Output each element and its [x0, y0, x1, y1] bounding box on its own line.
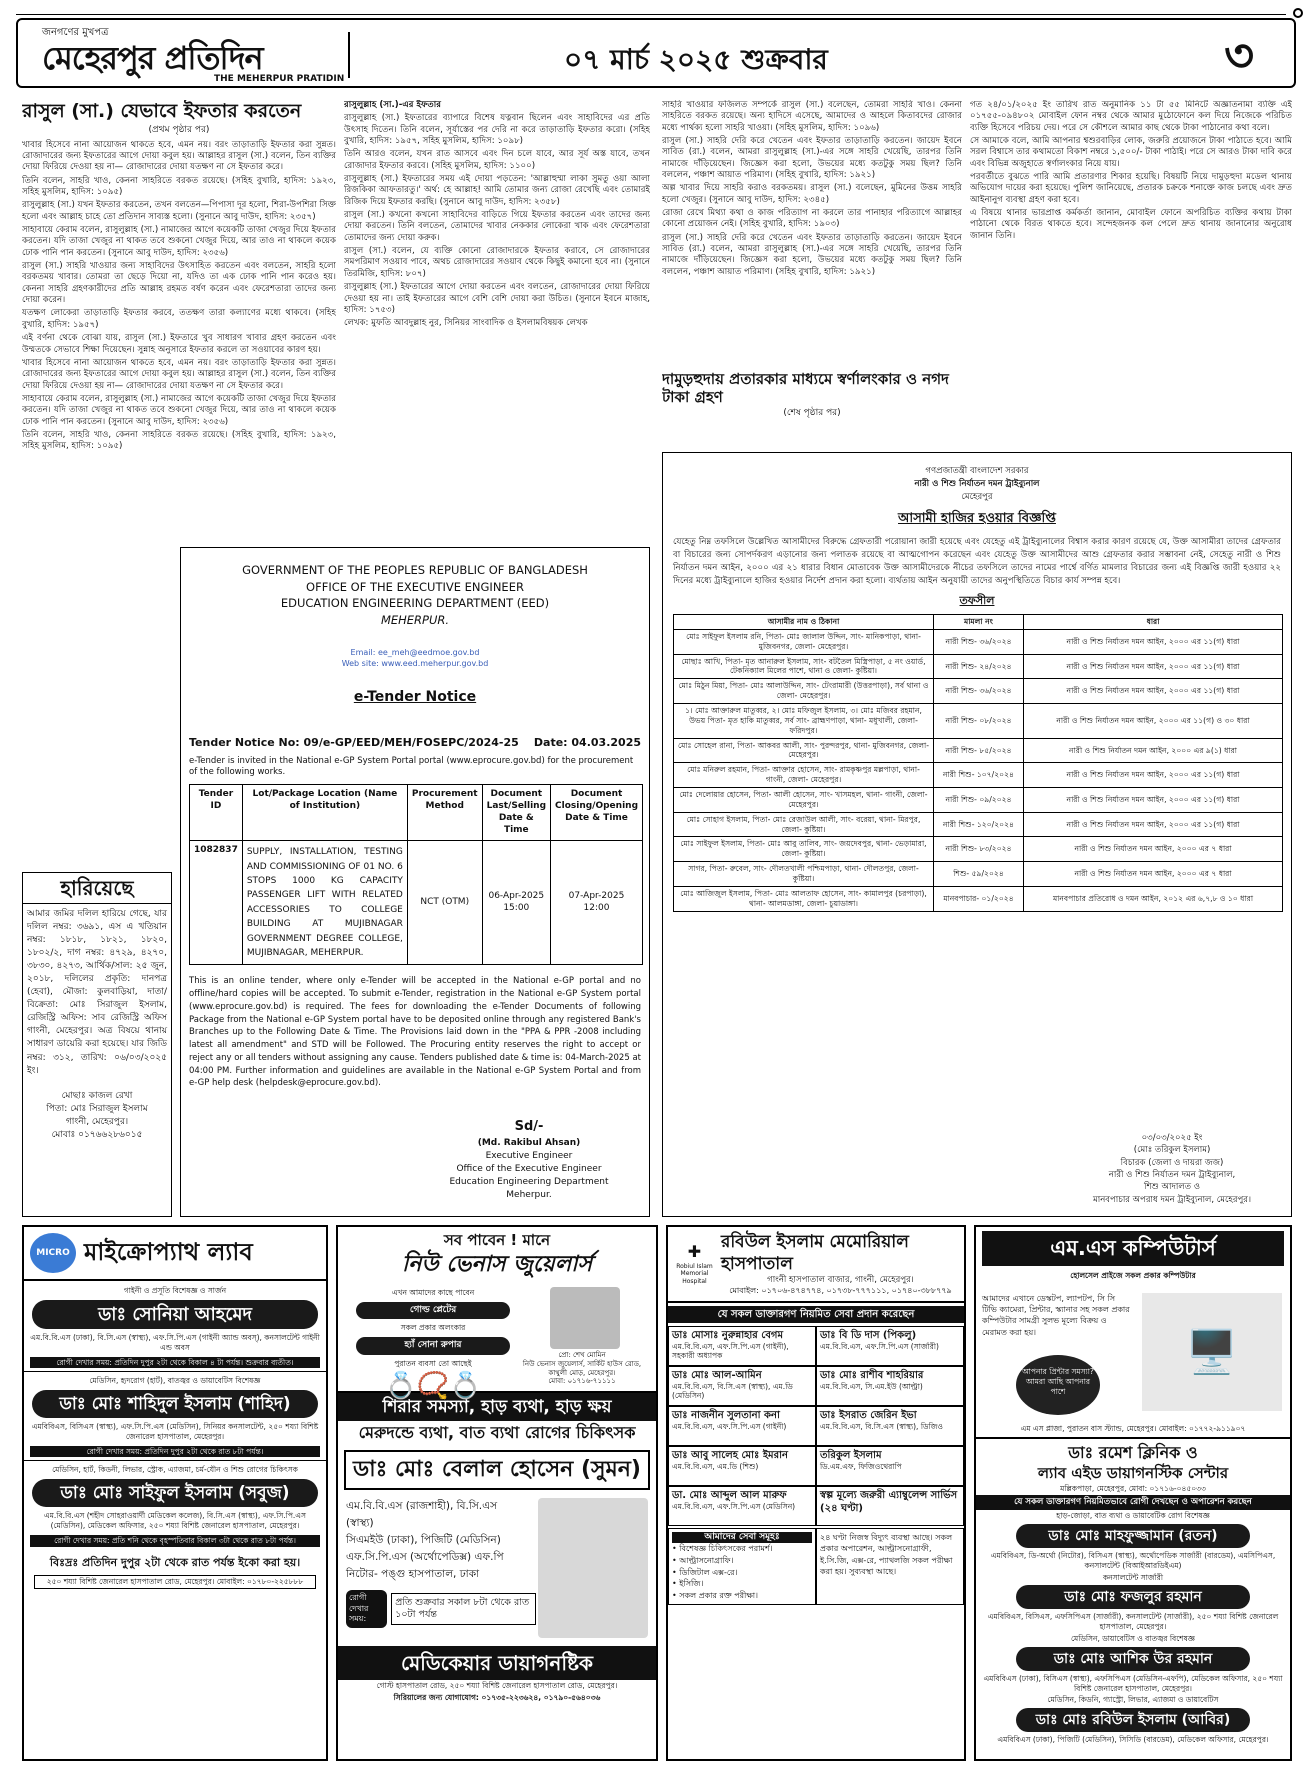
- table-row: [674, 837, 1283, 862]
- table-row: [674, 763, 1283, 788]
- court-cell-sec: নারী ও শিশু নির্যাতন দমন আইন, ২০০০ এর ৭ ধারা: [1024, 862, 1283, 887]
- signer-role: Executive Engineer: [485, 1150, 573, 1161]
- divider: [24, 1460, 326, 1461]
- computers-address: এম এস প্লাজা, পুরাতন বাস স্ট্যান্ড, মেহেরপুর। মোবাইল: ০১৭৭২-৯১১৯০৭: [1020, 1424, 1246, 1434]
- lost-title: হারিয়েছে: [23, 873, 171, 904]
- column-header: Procurement Method: [407, 785, 482, 841]
- court-cell-case: নারী শিশু- ৩৬/২০২৪: [934, 679, 1024, 704]
- hospital-note: ২৪ ঘণ্টা নিজস্ব বিদ্যুৎ ব্যবস্থা আছে। সকল প্রকার অপারেশন, আল্ট্রাসনোগ্রাফী, ই.সি.জি, এক্স-রে, প্যাথলজি সকল পরীক্ষা করা হয়। সুব্যবস্থা আছে।: [816, 1528, 964, 1606]
- paragraph: রাসুল (সা.) বলেন, যে ব্যক্তি কোনো রোজাদারকে ইফতার করাবে, সে রোজাদারের সমপরিমাণ সওয়াব পাবে, অথচ রোজাদারের সওয়াব থেকে কিছুই কমানো হবে না। (সুনানে তিরমিজি, হাদিস: ৮০৭): [344, 246, 650, 279]
- masthead-top-rule: [16, 14, 1286, 15]
- court-tribunal: নারী ও শিশু নির্যাতন দমন ট্রাইব্যুনাল: [914, 478, 1040, 489]
- service-item: • ইসিজি।: [672, 1579, 704, 1589]
- doctor-qualification: এম.বি.বি.এস, এফ.সি.পি.এস (গাইনী): [672, 1421, 787, 1431]
- table-row: [674, 679, 1283, 704]
- visiting-label: রোগী দেখার সময়:: [346, 1590, 387, 1627]
- doctor-photo: [538, 1498, 648, 1638]
- court-cell-sec: নারী ও শিশু নির্যাতন দমন আইন, ২০০০ এর ১১(গ) ধারা: [1024, 763, 1283, 788]
- doctor-qualification: এম.বি.বি.এস, এফ.সি.পি.এস (মেডিসিন): [672, 1501, 796, 1511]
- doctor-name: ডাঃ মোঃ মাহফুজ্জামান (রতন): [1016, 1524, 1250, 1548]
- tender-email: Email: ee_meh@eedmoe.gov.bd: [350, 647, 480, 657]
- tender-website: Web site: www.eed.meherpur.gov.bd: [341, 659, 489, 669]
- tender-place: MEHERPUR.: [380, 613, 450, 628]
- lost-name: মোছাঃ কাজল রেখা: [61, 1090, 133, 1101]
- computers-description: আমাদের এখানে ডেস্কটপ, ল্যাপটপ, সি সি টিভি ক্যামেরা, প্রিন্টার, স্ক্যানার সহ সকল প্রকার কম্পিউটার সামগ্রী সুলভ মূল্যে বিক্রয় ও মেরামত করা হয়।: [982, 1294, 1130, 1337]
- doctor-card: [816, 1326, 964, 1366]
- hospital-phone: মোবাইল: ০১৭০৬-৪৭৪৭৭৪, ০১৭৩৮-৭৭৭১১১, ০১৭৪০-৩৮৮৭৭৯: [729, 1286, 952, 1296]
- article-fraud-headline-block: [662, 370, 962, 450]
- computers-promo: আপনার প্রিন্টার সমস্যা? আমরা আছি আপনার পাশে: [1016, 1355, 1100, 1415]
- masthead-divider: [348, 32, 350, 78]
- paragraph: রাসুলুল্লাহ (সা.) যখন ইফতার করতেন, তখন বলতেন—পিপাসা দূর হলো, শিরা-উপশিরা সিক্ত হলো এবং আল্লাহ চাহে তো প্রতিদান সাব্যস্ত হলো। (সুনানে আবু দাউদ, হাদিস: ২৩৫৭): [22, 200, 336, 222]
- column-header: Document Closing/Opening Date & Time: [551, 785, 643, 841]
- subheading: রাসুলুল্লাহ (সা.)-এর ইফতার: [344, 100, 441, 110]
- offer-line: সকল প্রকার অলংকার: [400, 1323, 466, 1333]
- signer-office: Office of the Executive Engineer: [456, 1163, 602, 1174]
- offer-line: পুরাতন ব্যবসা তো আছেই: [394, 1358, 472, 1368]
- paragraph: খাবার হিসেবে নানা আয়োজন থাকতে হবে, এমন নয়। বরং তাড়াতাড়ি ইফতার করা সুন্নত। রোজাদারের জন্য ইফতারের আগে দোয়া কবুল হয়। আল্লাহর রাসুল (সা.) বলেন, তিন ব্যক্তির দোয়া ফিরিয়ে দেওয়া হয় না— রোজাদারের দোয়া যতক্ষণ না সে ইফতার করে।: [22, 357, 336, 391]
- paragraph: সাহাবায়ে কেরাম বলেন, রাসুলুল্লাহ (সা.) নামাজের আগে কয়েকটি তাজা খেজুর দিয়ে ইফতার করতেন। যদি তাজা খেজুর না থাকত তবে শুকনো খেজুর দিয়ে, আর তাও না থাকলে কয়েক ঢোক পানি পান করতেন। (সুনানে আবু দাউদ, হাদিস: ২৩৫৬): [22, 225, 336, 258]
- court-cell-case: শিশু- ৫৯/২০২৪: [934, 862, 1024, 887]
- court-gov: গণপ্রজাতন্ত্রী বাংলাদেশ সরকার: [925, 466, 1029, 476]
- article-fraud-title: দামুড়হুদায় প্রতারকার মাধ্যমে স্বর্ণালংকার ও নগদ টাকা গ্রহণ: [662, 370, 949, 406]
- paragraph: সাহাবায়ে কেরাম বলেন, রাসুলুল্লাহ (সা.) নামাজের আগে কয়েকটি তাজা খেজুর দিয়ে ইফতার করতেন। যদি তাজা খেজুর না থাকত তবে শুকনো খেজুর দিয়ে, আর তাও না থাকলে কয়েক ঢোক পানি পান করতেন। (সুনানে আবু দাউদ, হাদিস: ২৩৫৬): [22, 393, 336, 427]
- byline: লেখক: মুফতি আবদুল্লাহ নুর, সিনিয়র সাংবাদিক ও ইসলামবিষয়ক লেখক: [344, 318, 588, 329]
- paragraph: তিনি বলেন, সাহরি খাও, কেননা সাহরিতে বরকত রয়েছে। (সহিহ বুখারি, হাদিস: ১৯২৩, সহিহ মুসলিম, হাদিস: ১০৯৫): [22, 175, 336, 198]
- sign-org-2: শিশু আদালত ও: [1144, 1182, 1201, 1193]
- court-notice-title: আসামী হাজির হওয়ার বিজ্ঞপ্তি: [898, 511, 1056, 527]
- hospital-logo-icon: [672, 1242, 717, 1286]
- tender-dept: EDUCATION ENGINEERING DEPARTMENT (EED): [280, 596, 550, 611]
- doctor-name: ডাঃ মোসাঃ নুরুন্নাহার বেগম: [672, 1329, 784, 1341]
- jewellers-name: নিউ ভেনাস জুয়েলার্স: [401, 1251, 593, 1277]
- tender-close-date: 07-Apr-2025 12:00: [551, 841, 643, 965]
- column-header: Lot/Package Location (Name of Institution): [242, 785, 407, 841]
- doctor-card: [816, 1446, 964, 1486]
- paragraph: রাসুলুল্লাহ (সা.) ইফতারের সময় এই দোয়া পড়তেন: 'আল্লাহুম্মা লাকা সুমতু ওয়া আলা রিজকিকা আফতারতু।' অর্থ: হে আল্লাহ! আমি তোমার জন্য রোজা রেখেছি এবং তোমারই রিজিক দিয়ে ইফতার করছি। (সুনানে আবু দাউদ, হাদিস: ২৩৫৮): [344, 174, 650, 207]
- service-item: • আল্ট্রাসনোগ্রাফি।: [672, 1555, 734, 1565]
- banner-line-1: শিরার সমস্যা, হাড় ব্যথা, হাড় ক্ষয়: [338, 1393, 656, 1421]
- paragraph: পরবর্তীতে বুঝতে পারি আমি প্রতারণার শিকার হয়েছি। বিষয়টি নিয়ে দামুড়হুদা মডেল থানায় অভিযোগ দায়ের করা হয়েছে। পুলিশ জানিয়েছে, প্রতারক চক্রকে শনাক্তে কাজ চলছে এবং দ্রুত আইনানুগ ব্যবস্থা গ্রহণ করা হবে।: [970, 172, 1292, 205]
- page-number: ৩: [1224, 28, 1254, 82]
- court-cell-name: মোঃ দেলোয়ার হোসেন, পিতা- আলী হোসেন, সাং- খাসমহল, থানা- গাংনী, জেলা- মেহেরপুর।: [674, 788, 934, 813]
- signer-place: Meherpur.: [506, 1189, 552, 1200]
- clinic-name: ডাঃ রমেশ ক্লিনিক ও: [1068, 1443, 1198, 1462]
- column-header: Tender ID: [190, 785, 243, 841]
- doctor-name: ডাঃ ইসরাত জেরিন ইভা: [820, 1409, 917, 1421]
- owner-address: নিউ ভেনাস জুয়েলার্স, সার্কিট হাউস রোড, কাথুলী মোড়, মেহেরপুর।: [522, 1359, 642, 1377]
- doctor-name: ডাঃ মোঃ সাইফুল ইসলাম (সবুজ): [32, 1479, 318, 1507]
- doctor-qualification: ডি.এম.এফ, ফিজিওথেরাপি: [820, 1461, 902, 1471]
- doctor-qualification: এম.বি.বি.এস, এফ.সি.পি.এস (সার্জারী): [820, 1341, 939, 1351]
- clinic-heading: যে সকল ডাক্তারগণ নিয়মিতভাবে রোগী দেখছেন ও অপারেশন করছেন: [976, 1495, 1290, 1510]
- doctor-name: ডাঃ মোঃ আল-আমিন: [672, 1369, 762, 1381]
- court-cell-case: নারী শিশু- ৮৩/২০২৪: [934, 837, 1024, 862]
- tender-header: [181, 562, 649, 629]
- doctor-name: ডাঃ বি ডি দাস (পিকলু): [820, 1329, 917, 1341]
- doctor-card: [668, 1486, 816, 1526]
- visiting-hours: রোগী দেখার সময়: প্রতিদিন দুপুর ২টা থেকে রাত ৮টা পর্যন্ত।: [30, 1446, 320, 1458]
- jewellers-offers: [348, 1287, 518, 1403]
- doctor-name: ডাঃ মোঃ রবিউল ইসলাম (আবির): [1016, 1708, 1250, 1732]
- paragraph: রোজা রেখে মিথ্যা কথা ও কাজ পরিত্যাগ না করলে তার পানাহার পরিত্যাগে আল্লাহর কোনো প্রয়োজন নেই। (সহিহ বুখারি, হাদিস: ১৯০৩): [662, 208, 962, 230]
- article-iftar-title: রাসুল (সা.) যেভাবে ইফতার করতেন: [22, 100, 302, 122]
- offer-line: হ্যাঁ সোনা রুপার: [356, 1337, 510, 1355]
- column-header: মামলা নং: [934, 615, 1024, 630]
- diagnostic-phone: সিরিয়ালের জন্য যোগাযোগ: ০১৭৩৫-২২৩৬২৪, ০১৭৯০-৫৬৪০৩৬: [393, 1693, 601, 1703]
- tender-gov: GOVERNMENT OF THE PEOPLES REPUBLIC OF BANGLADESH: [242, 563, 588, 577]
- doctor-qualification: এম.বি.বি.এস (ঢাকা), বি.সি.এস (স্বাস্থ্য), এফ.সি.পি.এস (গাইনী অ্যান্ড অবস্), কনসালটেন্ট গাইনী এন্ড অবস: [30, 1333, 320, 1352]
- tender-table: [189, 784, 643, 965]
- court-cell-name: মোঃ সাইফুল ইসলাম রনি, পিতা- মোঃ জালাল উদ্দিন, সাং- মানিকপাড়া, থানা- মুজিবনগর, জেলা- মেহেরপুর।: [674, 629, 934, 654]
- signer-name: (Md. Rakibul Ahsan): [477, 1137, 581, 1148]
- visiting-hours: প্রতি শুক্রবার সকাল ৮টা থেকে রাত ১০টা পর্যন্ত: [391, 1593, 536, 1626]
- table-row: [674, 654, 1283, 679]
- doctor-card: [816, 1486, 964, 1526]
- court-notice: [662, 452, 1292, 1217]
- doctor-details: [338, 1494, 656, 1644]
- paragraph: রাসুলুল্লাহ (সা.) ইফতারের আগে দোয়া করতেন এবং বলতেন, রোজাদারের দোয়া ফিরিয়ে দেওয়া হয় না। তাই ইফতারের আগে বেশি বেশি দোয়া করা উচিত। (সুনানে ইবনে মাজাহ, হাদিস: ১৭৫৩): [344, 282, 650, 315]
- table-row: [674, 738, 1283, 763]
- owner-name: প্রো: শেখ মোমিন: [558, 1351, 606, 1359]
- paragraph: রাসুল (সা.) সাহরি খাওয়ার জন্য সাহাবিদের উৎসাহিত করতেন এবং বলতেন, সাহরি হলো বরকতময় খাবার। তোমরা তা ছেড়ে দিয়ো না, যদিও তা এক ঢোক পানি পান করেও হয়। কেননা সাহরি গ্রহণকারীদের প্রতি আল্লাহ রহমত বর্ষণ করেন এবং ফেরেশতারা তাদের জন্য দোয়া করেন।: [22, 261, 336, 306]
- logo-mark-icon: ✚: [687, 1241, 702, 1261]
- paragraph: অল্প খাবার দিয়ে সাহরি করাও বরকতময়। রাসুল (সা.) বলেছেন, মুমিনের উত্তম সাহরি হলো খেজুর। (সুনানে আবু দাউদ, হাদিস: ২৩৪৫): [662, 183, 962, 205]
- specialty: মেডিসিন, হার্ট, কিডনী, লিভার, স্ট্রোক, এ্যাজমা, চর্ম-যৌন ও শিশু রোগের চিকিৎসক: [52, 1465, 298, 1475]
- jewellery-icon: 💍📿💍: [384, 1370, 482, 1401]
- court-cell-case: নারী শিশু- ০৯/২০২৪: [934, 788, 1024, 813]
- court-header: [663, 465, 1291, 503]
- specialty: মেডিসিন, কিডনি, গ্যাস্ট্রো, লিভার, এ্যাজমা ও ডায়াবেটিস: [1047, 1695, 1219, 1705]
- divider: [24, 1371, 326, 1372]
- court-cell-case: নারী শিশু- ১০৭/২০২৪: [934, 763, 1024, 788]
- table-row: [674, 862, 1283, 887]
- doctor-name: তরিকুল ইসলাম: [820, 1449, 882, 1461]
- court-place: মেহেরপুর: [961, 491, 993, 502]
- visiting-hours: রোগী দেখার সময়: প্রতি শনি থেকে বৃহস্পতিবার বিকাল ৩টা থেকে রাত ৮টা পর্যন্ত।: [30, 1535, 320, 1547]
- court-cell-case: নারী শিশু- ০৮/২০২৪: [934, 704, 1024, 739]
- qualification: এম.বি.বি.এস (রাজশাহী), বি.সি.এস (স্বাস্থ্য): [346, 1500, 498, 1530]
- doctor-qualification: এম.বি.বি.এস, বি.সি.এস (স্বাস্থ্য), এম.ডি (মেডিসিন): [672, 1381, 793, 1401]
- doctor-card: [668, 1326, 816, 1366]
- hospital-address: গাংনী হাসপাতাল বাজার, গাংনী, মেহেরপুর।: [767, 1275, 914, 1286]
- court-cell-sec: নারী ও শিশু নির্যাতন দমন আইন, ২০০০ এর ১১(গ) ধারা: [1024, 679, 1283, 704]
- doctor-qualification: এমবিবিএস, বিসিএস, এফসিপিএস (সার্জারী), কনসালটেন্ট (সার্জারী), ২৫০ শয্যা বিশিষ্ট জেনারেল হাসপাতাল, মেহেরপুর।: [987, 1612, 1279, 1632]
- computers-name: এম.এস কম্পিউটার্স: [982, 1231, 1284, 1266]
- lost-body: [23, 904, 171, 1146]
- court-cell-sec: নারী ও শিশু নির্যাতন দমন আইন, ২০০০ এর ৯(১) ধারা: [1024, 738, 1283, 763]
- service-item: • ডিজিটাল এক্স-রে।: [672, 1567, 738, 1577]
- table-header-row: [674, 615, 1283, 630]
- doctor-card: [668, 1406, 816, 1446]
- sign-org: নারী ও শিশু নির্যাতন দমন ট্রাইব্যুনাল,: [1108, 1170, 1236, 1181]
- tender-body: This is an online tender, where only e-Tender will be accepted in the National e-GP portal and no offline/hard copies will be accepted. To submit e-Tender, registration in the National e-GP System portal (www.eprocure.gov.bd) is required. The fees for downloading the e-Tender Documents of following Package from the National e-GP System portal have to be deposited online through any registered Bank's Branches up to the Following Date & Time. The Provisions laid down in the "PPA & PPR -2008 including latest all amendment" and STD will be Followed. The Procuring entity reserves the right to accept or reject any or all tenders without assigning any cause. Tenders published date & time is: 04-March-2025 at 04:00 PM. Further information and guidelines are available in the National e-GP System Portal and from e-GP help desk (helpdesk@eprocure.gov.bd).: [189, 976, 641, 1089]
- lost-phone: মোবাঃ ০১৭৬৬২৮৬০১৫: [51, 1129, 143, 1140]
- owner-phone: মোবা: ০১৭১৬-৭১১১১: [548, 1377, 616, 1386]
- doctor-qualification: এম.বি.বি.এস (শহীদ সোহরাওয়ার্দী মেডিকেল কলেজ), বি.সি.এস (স্বাস্থ্য), এফ.সি.পি.এস (মেডিসিন), মেডিকেল অফিসার, ২৫০ শয্যা বিশিষ্ট জেনারেল হাসপাতাল, মেহেরপুর।: [44, 1511, 306, 1531]
- computers-ad: [976, 1231, 1290, 1439]
- computers-subtitle: হোলসেল প্রাইজে সকল প্রকার কম্পিউটার: [1070, 1271, 1196, 1281]
- visiting-hours: রোগী দেখার সময়: প্রতিদিন দুপুর ২টা থেকে বিকাল ৪ টা পর্যন্ত। শুক্রবার ব্যতীত।: [30, 1357, 320, 1369]
- owner-info: [514, 1351, 650, 1386]
- jewellers-ad: [338, 1231, 656, 1401]
- doctor-qualification: এম.বি.বি.এস, এম.ডি (শিশু): [672, 1461, 759, 1471]
- court-cell-case: মানবপাচার- ০১/২০২৪: [934, 886, 1024, 911]
- specialty: মেডিসিন, ডায়াবেটিস ও বাতজ্বর বিশেষজ্ঞ: [1071, 1633, 1195, 1643]
- doctor-name: ডাঃ মোঃ ফজলুর রহমান: [1016, 1585, 1250, 1609]
- ad-footnote: বিঃদ্রঃ প্রতিদিন দুপুর ২টা থেকে রাত পর্যন্ত ইকো করা হয়।: [49, 1555, 301, 1569]
- table-row: [674, 704, 1283, 739]
- tender-invite: e-Tender is invited in the National e-GP System Portal portal (www.eprocure.gov.bd) for the procurement of the following works.: [189, 756, 634, 778]
- court-cell-case: নারী শিশু- ১২০/২০২৪: [934, 812, 1024, 837]
- specialty: মেডিসিন, হৃদরোগ (হার্ট), বাতজ্বর ও ডায়াবেটিস বিশেষজ্ঞ: [89, 1376, 261, 1386]
- diagnostic-center-name: মেডিকেয়ার ডায়াগনষ্টিক: [338, 1646, 656, 1680]
- court-schedule-heading: তফসীল: [959, 593, 995, 607]
- doctor-qualifications: [346, 1498, 526, 1582]
- tender-contact: [181, 647, 649, 670]
- computer-products-icon: 🖥️: [1142, 1293, 1282, 1411]
- paragraph: গত ২৪/০১/২০২৫ ইং তারিখ রাত অনুমানিক ১১ টা ৫৫ মিনিটে অজ্ঞাতনামা ব্যক্তি এই ০১৭৫৫-০৯৪৮০২ মোবাইল ফোন নম্বর থেকে আমার মুঠোফোনে কল দিয়ে নিজেকে পরিচিত ব্যক্তি হিসেবে পরিচয় দেয়। পরে সে কৌশলে আমার কাছ থেকে টাকা পাঠানোর কথা বলে।: [970, 100, 1292, 133]
- hospital-services: [668, 1528, 964, 1606]
- services-items: [672, 1543, 812, 1601]
- lost-contact: [27, 1090, 167, 1142]
- paragraph: যতক্ষণ লোকেরা তাড়াতাড়ি ইফতার করবে, ততক্ষণ তারা কল্যাণের মধ্যে থাকবে। (সহিহ বুখারি, হাদিস: ১৯৫৭): [22, 308, 336, 330]
- tender-method: NCT (OTM): [407, 841, 482, 965]
- jewellers-tagline: সব পাবেন ! মানে: [443, 1231, 551, 1249]
- paragraph: এই বর্ণনা থেকে বোঝা যায়, রাসুল (সা.) ইফতারে খুব সাধারণ খাবার গ্রহণ করতেন এবং উম্মতকে সেভাবে শিক্ষা দিয়েছেন। সুন্নাহ অনুসারে ইফতার করলে তা সওয়াবের কারণ হয়।: [22, 333, 336, 355]
- paragraph: রাসুল (সা.) সাহরি দেরি করে খেতেন এবং ইফতার তাড়াতাড়ি করতেন। জায়েদ ইবনে সাবিত (রা.) বলেন, আমরা রাসুলুল্লাহ (সা.)-এর সঙ্গে সাহরি খেয়েছি, তারপর তিনি নামাজে দাঁড়িয়েছেন। জিজ্ঞেস করা হলো, উভয়ের মধ্যে কতটুকু সময় ছিল? তিনি বললেন, পঞ্চাশ আয়াত পরিমাণ। (সহিহ বুখারি, হাদিস: ১৯২১): [662, 232, 962, 277]
- lost-father: পিতা: মোঃ সিরাজুল ইসলাম: [46, 1103, 148, 1114]
- court-cell-name: মোঃ আজিজুল ইসলাম, পিতা- মোঃ আলতাফ হোসেন, সাং- কামালপুর (চরপাড়া), থানা- আলমডাঙ্গা, জেলা- চুয়াডাঙ্গা।: [674, 886, 934, 911]
- tender-description: SUPPLY, INSTALLATION, TESTING AND COMMISSIONING OF 01 NO. 6 STOPS 1000 KG CAPACITY PASSENGER LIFT WITH RELATED ACCESSORIES TO COLLEGE BUILDING AT MUJIBNAGAR GOVERNMENT DEGREE COLLEGE, MUJIBNAGAR, MEHERPUR.: [242, 841, 407, 965]
- newspaper-title: মেহেরপুর প্রতিদিন: [42, 39, 263, 77]
- advert-robiul-islam-hospital: [666, 1225, 966, 1761]
- advert-ms-computers-and-clinic: [974, 1225, 1292, 1761]
- lost-document-notice: [22, 872, 172, 1217]
- offer-line: এখন আমাদের কাছে পাবেন: [391, 1288, 475, 1297]
- doctor-name: ডা. মোঃ আব্দুল আল মারুফ: [672, 1489, 787, 1501]
- doctor-name: ডাঃ মোঃ রাশীব শাহরিয়ার: [820, 1369, 924, 1381]
- doctor-qualification: এম.বি.বি.এস, এফ.সি.পি.এস (গাইনী), সহকারী অধ্যাপক: [672, 1341, 789, 1361]
- signature-mark: Sd/-: [514, 1118, 544, 1134]
- lost-address: গাংনী, মেহেরপুর।: [65, 1116, 129, 1127]
- court-cell-name: মোঃ মনিরুল রহমান, পিতা- আক্তার হোসেন, সাং- রামকৃষ্ণপুর মল্লপাড়া, থানা- গাংনী, জেলা- মেহেরপুর।: [674, 763, 934, 788]
- paragraph: রাসুল (সা.) সাহরি দেরি করে খেতেন এবং ইফতার তাড়াতাড়ি করতেন। জায়েদ ইবনে সাবিত (রা.) বলেন, আমরা রাসুলুল্লাহ (সা.)-এর সঙ্গে সাহরি খেয়েছি, তারপর তিনি নামাজে দাঁড়িয়েছেন। জিজ্ঞেস করা হলো, উভয়ের মধ্যে কতটুকু সময় ছিল? তিনি বললেন, পঞ্চাশ আয়াত পরিমাণ। (সহিহ বুখারি, হাদিস: ১৯২১): [662, 136, 962, 181]
- newspaper-title-english: THE MEHERPUR PRATIDIN: [214, 74, 345, 84]
- hospital-header: [668, 1227, 964, 1303]
- court-cell-sec: নারী ও শিশু নির্যাতন দমন আইন, ২০০০ এর ১১(গ) ধারা: [1024, 788, 1283, 813]
- court-cell-sec: নারী ও শিশু নির্যাতন দমন আইন, ২০০০ এর ৭ ধারা: [1024, 837, 1283, 862]
- paragraph: রাসুল (সা.) কখনো কখনো সাহাবিদের বাড়িতে গিয়ে ইফতার করতেন এবং তাদের জন্য দোয়া করতেন। তিনি বলতেন, তোমাদের খাবার নেককার লোকেরা খাক এবং ফেরেশতারা তোমাদের জন্য দোয়া করুক।: [344, 210, 650, 243]
- article-iftar-continued: (প্রথম পৃষ্ঠার পর): [148, 124, 210, 135]
- tender-office: OFFICE OF THE EXECUTIVE ENGINEER: [306, 579, 524, 594]
- issue-date: ০৭ মার্চ ২০২৫ শুক্রবার: [564, 43, 828, 76]
- offer-line: গোল্ড প্লেটের: [356, 1302, 510, 1320]
- tender-signature: [439, 1118, 619, 1202]
- article-fraud-column: [970, 100, 1292, 445]
- paragraph: খাবার হিসেবে নানা আয়োজন থাকতে হবে, এমন নয়। বরং তাড়াতাড়ি ইফতার করা সুন্নত। রোজাদারের জন্য ইফতারের আগে দোয়া কবুল হয়। আল্লাহর রাসুল (সা.) বলেন, তিন ব্যক্তির দোয়া ফিরিয়ে দেওয়া হয় না— রোজাদারের দোয়া যতক্ষণ না সে ইফতার করে।: [22, 139, 336, 173]
- doctor-card: [668, 1366, 816, 1406]
- article-fraud-continued: (শেষ পৃষ্ঠার পর): [783, 408, 841, 418]
- ad-address: ২৫০ শয্যা বিশিষ্ট জেনারেল হাসপাতাল রোড, মেহেরপুর। মোবাইল: ০১৭৮০-২২৫৮৮৮: [34, 1575, 316, 1589]
- paragraph: তিনি আরও বলেন, যখন রাত আসবে এবং দিন চলে যাবে, আর সূর্য অস্ত যাবে, তখন রোজাদার ইফতার করবে। (সহিহ মুসলিম, হাদিস: ১১০০): [344, 149, 650, 171]
- table-row: [190, 841, 643, 965]
- table-row: [674, 629, 1283, 654]
- column-header: আসামীর নাম ও ঠিকানা: [674, 615, 934, 630]
- doctor-qualification: এমবিবিএস, বিসিএস (স্বাস্থ্য), এফ.সি.পি.এস (মেডিসিন), সিনিয়র কনসালটেন্ট, ২৫০ শয্যা বিশিষ্ট জেনারেল হাসপাতাল, মেহেরপুর।: [31, 1422, 319, 1441]
- court-cell-name: সাগর, পিতা- রুবেল, সাং- দৌলতখালী পশ্চিমপাড়া, থানা- দৌলতপুর, জেলা- কুষ্টিয়া।: [674, 862, 934, 887]
- paragraph: রাসুলুল্লাহ (সা.) ইফতারের ব্যাপারে বিশেষ যত্নবান ছিলেন এবং সাহাবিদের এর প্রতি উৎসাহ দিতেন। তিনি বলেন, সূর্যাস্তের পর দেরি না করে তাড়াতাড়ি ইফতার করো। (সহিহ বুখারি, হাদিস: ১৯৫৭, সহিহ মুসলিম, হাদিস: ১০৯৮): [344, 113, 650, 147]
- doctor-qualification: এম.বি.বি.এস, বি.সি.এস (স্বাস্থ্য), ডিজিও: [820, 1421, 943, 1431]
- lab-logo-icon: MICRO PATH: [30, 1233, 76, 1273]
- court-cell-case: নারী শিশু- ৩৬/২০২৪: [934, 629, 1024, 654]
- court-cell-name: মোঃ সোহেল রানা, পিতা- আকবর আলী, সাং- পুরন্দরপুর, থানা- মুজিবনগর, জেলা- মেহেরপুর।: [674, 738, 934, 763]
- lost-description: আমার জমির দলিল হারিয়ে গেছে, যার দলিল নম্বর: ৩৬৯১, এস এ খতিয়ান নম্বর: ১৮১৮, ১৮২১, ১৮২০, ১৮০২/২, দাগ নম্বর: ৪৭২৯, ৪২৭০, ৩৮৩০, ৪২৭৩, আর্থিক/সাল: ২৫ জুন, ২০১৮, দলিলের প্রকৃতি: দানপত্র (হেবা), মৌজা: কুলবাড়িয়া, দাতা/বিক্রেতা: মোঃ সিরাজুল ইসলাম, রেজিস্ট্রি অফিস: সাব রেজিস্ট্রি অফিস গাংনী, মেহেরপুর। অত্র বিষয়ে থানায় সাধারণ ডায়েরি করা হয়েছে। যার জিডি নম্বর: ৩১২, তারিখ: ০৬/০৩/২০২৫ ইং।: [27, 909, 167, 1076]
- tender-notice-number: Tender Notice No: 09/e-GP/EED/MEH/FOSEPC/2024-25: [189, 736, 519, 750]
- hospital-title-block: [721, 1231, 960, 1297]
- column-header: Document Last/Selling Date & Time: [482, 785, 550, 841]
- doctor-card: [816, 1366, 964, 1406]
- doctor-card: [816, 1406, 964, 1446]
- doctor-qualification: এমবিবিএস (ঢাকা), পিজিটি (মেডিসিন), সিসিডি (বারডেম), মেডিকেল অফিসার, মেহেরপুর।: [997, 1735, 1269, 1745]
- court-cell-name: মোঃ সোহাগ ইসলাম, পিতা- মোঃ রেজাউল আলী, সাং- বরেয়া, থানা- মিরপুর, জেলা- কুষ্টিয়া।: [674, 812, 934, 837]
- sign-date: ০৩/০৩/২০২৫ ইং: [1141, 1133, 1203, 1144]
- doctor-name: ডাঃ মোঃ শাহিদুল ইসলাম (শাহিদ): [32, 1390, 318, 1418]
- court-cell-case: নারী শিশু- ৮৫/২০২৪: [934, 738, 1024, 763]
- specialty: গাইনী ও প্রসূতি বিশেষজ্ঞ ও সার্জন: [123, 1286, 227, 1295]
- paragraph: সাহরি খাওয়ার ফজিলত সম্পর্কে রাসুল (সা.) বলেছেন, তোমরা সাহরি খাও। কেননা সাহরিতে বরকত রয়েছে। অন্য হাদিসে এসেছে, আমাদের ও আহলে কিতাবদের রোজার মধ্যে পার্থক্য হলো সাহরি খাওয়া। (সহিহ মুসলিম, হাদিস: ১০৯৬): [662, 100, 962, 133]
- court-cell-sec: নারী ও শিশু নির্যাতন দমন আইন, ২০০০ এর ১১(গ) ধারা: [1024, 654, 1283, 679]
- doctor-name: ডাঃ মোঃ আশিক উর রহমান: [1016, 1647, 1250, 1671]
- court-cell-name: মোঃ সাইফুল ইসলাম, পিতা- মোঃ আবু তালিব, সাং- জয়দেবপুর, থানা- ভেড়ামারা, জেলা- কুষ্টিয়া।: [674, 837, 934, 862]
- signer-dept: Education Engineering Department: [449, 1176, 609, 1187]
- specialty: হাড়-জোড়া, বাত ব্যথা ও ডায়াবেটিক রোগ বিশেষজ্ঞ: [1056, 1511, 1210, 1521]
- masthead: [16, 18, 1296, 88]
- tender-notice-row: [189, 736, 641, 750]
- lab-name: মাইক্রোপ্যাথ ল্যাব: [84, 1238, 253, 1267]
- qualification: সিএমইউ (ঢাকা), পিজিটি (মেডিসিন): [346, 1534, 501, 1547]
- sign-org-3: মানবপাচার অপরাধ দমন ট্রাইব্যুনাল, মেহেরপুর।: [1093, 1194, 1251, 1205]
- court-notice-body: যেহেতু নিম্ন তফসিলে উল্লেখিত আসামীদের বিরুদ্ধে গ্রেফতারী পরোয়ানা জারী হয়েছে এবং যেহেতু এই ট্রাইব্যুনালের বিশ্বাস করার কারণ রয়েছে যে, উক্ত আসামীরা তাদের গ্রেফতার বা বিচারের জন্য সোপর্দকরণ এড়ানোর জন্য পলাতক রয়েছে বা আত্মগোপন করেছেন এবং যেহেতু উক্ত আসামীদের আশু গ্রেফতার করার সম্ভাবনা নেই, সেহেতু নারী ও শিশু নির্যাতন দমন আইন, ২০০০ এর ২১ ধারার বিধান মোতাবেক উক্ত আসামীদেরকে নীচের তফসিলে তাদের নামের পার্শ্বে বর্ণিত মামলার বিচারের জন্য এই বিজ্ঞপ্তি জারী হওয়ার ২২ দিনের মধ্যে ট্রাইব্যুনালে হাজির হওয়ার নির্দেশ প্রদান করা হলো। ব্যর্থতায় আইন অনুযায়ী তাদের অনুপস্থিতিতে বিচার কার্য সম্পন্ন হবে।: [673, 537, 1281, 586]
- doctor-name: ডাঃ নাজনীন সুলতানা কনা: [672, 1409, 780, 1421]
- paragraph: এ বিষয়ে থানার ভারপ্রাপ্ত কর্মকর্তা জানান, মোবাইল ফোনে অপরিচিত ব্যক্তির কথায় টাকা পাঠানো থেকে বিরত থাকতে হবে। সন্দেহজনক কল পেলে দ্রুত থানায় জানানোর অনুরোধ জানান তিনি।: [970, 208, 1292, 241]
- sign-role: বিচারক (জেলা ও দায়রা জজ): [1120, 1157, 1224, 1168]
- tender-date: Date: 04.03.2025: [533, 736, 641, 750]
- court-cell-case: নারী শিশু- ২৪/২০২৪: [934, 654, 1024, 679]
- article-iftar-column-2: [344, 100, 650, 540]
- owner-photo: [550, 1287, 620, 1349]
- doctor-qualification: এমবিবিএস, ডি-অর্থো (নিটোর), বিসিএস (স্বাস্থ্য), অর্থোপেডিক সার্জারী (বারডেম), এমসিপিএস, কনসালটেন্ট (বিআইআরডিইএম): [990, 1551, 1276, 1570]
- doctor-card: [668, 1446, 816, 1486]
- doctor-name: স্বল্প মূল্যে জরুরী এ্যাম্বুলেন্স সার্ভিস (২৪ ঘণ্টা): [820, 1489, 958, 1514]
- court-cell-name: ১। মোঃ আক্তারুল মাতুব্বর, ২। মোঃ মফিজুল ইসলাম, ৩। মোঃ মজিবর রহমান, উভয় পিতা- মৃত হাকি মাতুব্বর, সর্ব সাং- ব্রাহ্মণপাড়া, থানা- মধুখালী, জেলা- ফরিদপুর।: [674, 704, 934, 739]
- doctors-heading: যে সকল ডাক্তারগণ নিয়মিত সেবা প্রদান করেছেন: [668, 1306, 964, 1323]
- table-row: [674, 812, 1283, 837]
- court-schedule-table: [673, 614, 1283, 912]
- masthead-tagline: জনগণের মুখপত্র: [42, 27, 109, 38]
- banner-line-2: মেরুদন্ডে ব্যথা, বাত ব্যথা রোগের চিকিৎসক: [358, 1423, 636, 1443]
- service-item: • সকল প্রকার রক্ত পরীক্ষা।: [672, 1590, 758, 1600]
- court-cell-name: মোছাঃ আখি, পিতা- মৃত আনারুল ইসলাম, সাং- বটতৈল মিস্ত্রিপাড়া, ৫ নং ওয়ার্ড, টেকনিক্যাল মিলের পাশে, থানা ও জেলা- কুষ্টিয়া।: [674, 654, 934, 679]
- visiting-hours-block: [346, 1590, 536, 1627]
- services-list: [668, 1528, 816, 1606]
- specialty: কনসালটেন্ট সার্জারী: [1102, 1572, 1164, 1582]
- qualification: নিটোর- পঙ্গু হাসপাতাল, ঢাকা: [346, 1567, 480, 1580]
- paragraph: সে আমাকে বলে, আমি আপনার শ্বশুরবাড়ির লোক, জরুরি প্রয়োজনে টাকা পাঠাতে হবে। আমি সরল বিশ্বাসে তার কথামতো বিকাশ নম্বরে ১,৫০০/- টাকা পাঠাই। পরে সে আরও টাকা দাবি করে এবং বিভিন্ন অজুহাতে স্বর্ণালংকার নিয়ে যায়।: [970, 136, 1292, 169]
- court-signature: [1093, 1132, 1251, 1206]
- doctor-name: ডাঃ আবু সালেহ মোঃ ইমরান: [672, 1449, 788, 1461]
- court-cell-name: মোঃ মিঠুন মিয়া, পিতা- মোঃ আলাউদ্দিন, সাং- টেংরামারী (উত্তরপাড়া), সর্ব থানা ও জেলা- মেহেরপুর।: [674, 679, 934, 704]
- advert-jewellers-and-doctor: [336, 1225, 658, 1761]
- diagnostic-address: গোস্ট হাসপাতাল রোড, ২৫০ শয্যা বিশিষ্ট জেনারেল হাসপাতাল রোড, মেহেরপুর।: [376, 1681, 618, 1691]
- table-row: [674, 886, 1283, 911]
- e-tender-notice: [180, 547, 650, 1217]
- clinic-name-2: ল্যাব এইড ডায়াগনস্টিক সেন্টার: [1037, 1463, 1229, 1482]
- court-cell-sec: মানবপাচার প্রতিরোধ ও দমন আইন, ২০১২ এর ৬,৭,৮ ও ১০ ধারা: [1024, 886, 1283, 911]
- table-header-row: [190, 785, 643, 841]
- doctor-name: ডাঃ সোনিয়া আহমেদ: [32, 1300, 318, 1329]
- table-row: [674, 788, 1283, 813]
- clinic-address: মল্লিকপাড়া, মেহেরপুর, মোবা: ০১৭১৬-০৪৫০৩৩: [1060, 1484, 1206, 1494]
- service-item: • বিশেষজ্ঞ চিকিৎসকের পরামর্শ।: [672, 1544, 773, 1554]
- doctor-name: ডাঃ মোঃ বেলাল হোসেন (সুমন): [344, 1450, 650, 1491]
- court-cell-sec: নারী ও শিশু নির্যাতন দমন আইন, ২০০০ এর ১১(গ) ধারা: [1024, 812, 1283, 837]
- tender-id: 1082837: [190, 841, 243, 965]
- masthead-corner-dot: [1293, 8, 1303, 18]
- hospital-logo-text: Robiul Islam Memorial Hospital: [676, 1262, 713, 1286]
- doctor-grid: [668, 1326, 964, 1526]
- doctor-qualification: এমবিবিএস (ঢাকা), বিসিএস (স্বাস্থ্য), এফসিপিএস (মেডিসিন-এফপি), মেডিকেল অফিসার, ২৫০ শয্যা বিশিষ্ট জেনারেল হাসপাতাল, মেহেরপুর।: [983, 1673, 1283, 1693]
- qualification: এফ.সি.পি.এস (অর্থোপেডিক্স) এফ.পি: [346, 1550, 504, 1563]
- services-title: আমাদের সেবা সমূহঃ: [672, 1532, 812, 1544]
- hospital-name: রবিউল ইসলাম মেমোরিয়াল হাসপাতাল: [720, 1232, 909, 1275]
- tender-last-date: 06-Apr-2025 15:00: [482, 841, 550, 965]
- court-cell-sec: নারী ও শিশু নির্যাতন দমন আইন, ২০০০ এর ১১(গ) ধারা: [1024, 629, 1283, 654]
- paragraph: তিনি বলেন, সাহরি খাও, কেননা সাহরিতে বরকত রয়েছে। (সহিহ বুখারি, হাদিস: ১৯২৩, সহিহ মুসলিম, হাদিস: ১০৯৫): [22, 429, 336, 452]
- sign-name: (মোঃ তরিকুল ইসলাম): [1133, 1145, 1211, 1156]
- tender-title: e-Tender Notice: [353, 688, 477, 705]
- column-header: ধারা: [1024, 615, 1283, 630]
- doctor-qualification: এম.বি.বি.এস, সি.এম.ইউ (আল্ট্রা): [820, 1381, 923, 1391]
- advert-micropath-lab: [22, 1225, 328, 1761]
- court-cell-sec: নারী ও শিশু নির্যাতন দমন আইন, ২০০০ এর ১১(গ) ও ৩০ ধারা: [1024, 704, 1283, 739]
